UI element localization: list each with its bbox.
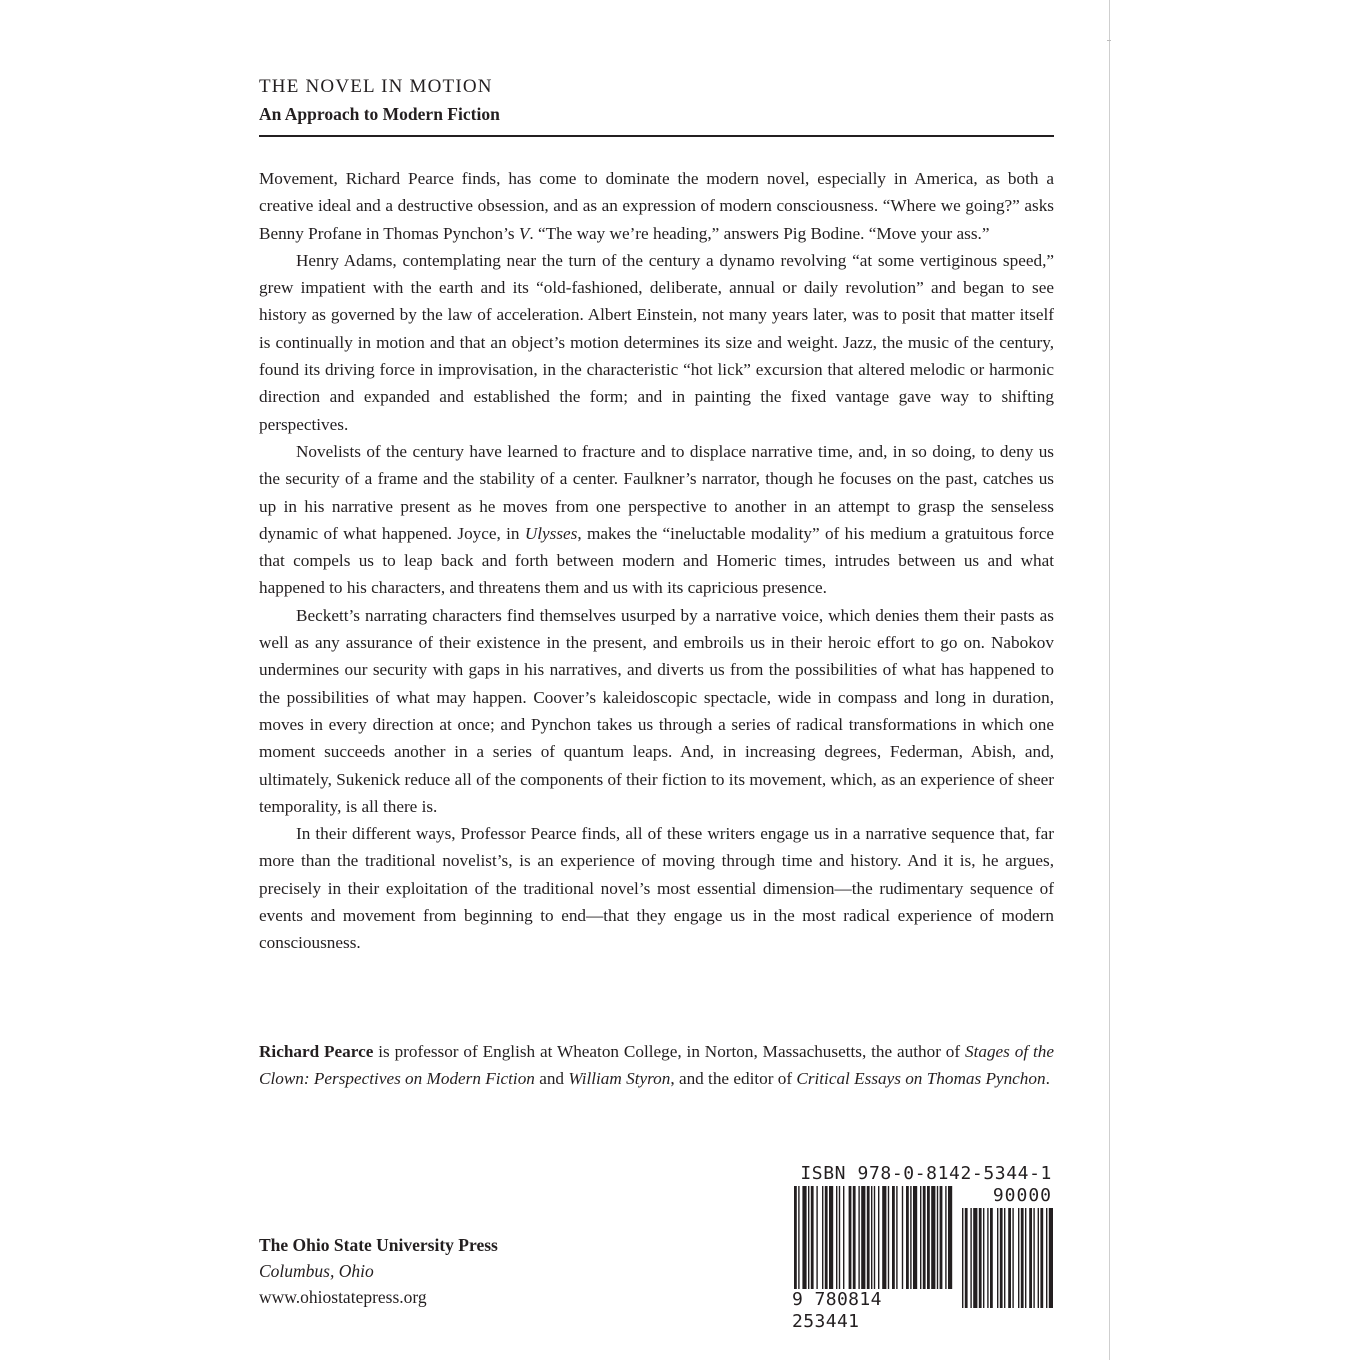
isbn-label: ISBN 978-0-8142-5344-1 [800,1163,1052,1184]
spine-edge-line [1109,0,1110,1360]
author-bio [259,1038,1054,1093]
price-addon-label: 90000 [992,1185,1052,1206]
paragraph-3 [259,438,1054,602]
bio-text-c: , and the editor of [670,1069,797,1089]
publisher-name: The Ohio State University Press [259,1235,498,1255]
bio-text-d: . [1045,1069,1050,1089]
p3-text-a: Novelists of the century have learned to fracture and to displace narrative time, and, in so doing, to deny us the security of a frame and the stability of a center. Faulkner’s narrator, though he focuses on the past, catches us up in his narrative present as he moves from one perspective to another in an attempt to grasp the senseless dynamic of what happened. Joyce, in [259,441,1054,543]
p3-text-b: , makes the “ineluctable modality” of his medium a gratuitous force that compels us to leap back and forth between modern and Homeric times, intrudes between us and what happened to his characters, and threatens them and us with its capricious presence. [259,523,1054,598]
bio-book-1: Stages of the Clown: Perspectives on Modern Fiction [259,1042,1055,1089]
bio-book-3: Critical Essays on Thomas Pynchon [796,1069,1046,1089]
author-name: Richard Pearce [259,1042,374,1061]
paragraph-4: Beckett’s narrating characters find themselves usurped by a narrative voice, which denies them their pasts as well as any assurance of their existence in the present, and embroils us in their heroic effort to go on. Nabokov undermines our security with gaps in his narratives, and diverts us from the possibilities of what has happened to the possibilities of what may happen. Coover’s kaleidoscopic spectacle, wide in compass and long in duration, moves in every direction at once; and Pynchon takes us through a series of radical transformations in which one moment succeeds another in a series of quantum leaps. And, in increasing degrees, Federman, Abish, and, ultimately, Sukenick reduce all of the components of their fiction to its movement, which, as an experience of sheer temporality, is all there is. [259,605,1054,816]
paragraph-5: In their different ways, Professor Pearce finds, all of these writers engage us in a narrative sequence that, far more than the traditional novelist’s, is an experience of moving through time and history. And it is, he argues, precisely in their exploitation of the traditional novel’s most essential dimension—the rudimentary sequence of events and movement from beginning to end—that they engage us in the most radical experience of modern consciousness. [259,824,1054,953]
p1-text-a: Movement, Richard Pearce finds, has come to dominate the modern novel, especially in America, as both a creative ideal and a destructive obsession, and as an expression of modern consciousness. “Where we going?” asks Benny Profane in Thomas Pynchon’s [259,169,1054,243]
book-title: THE NOVEL IN MOTION [259,76,493,97]
paragraph-2: Henry Adams, contemplating near the turn of the century a dynamo revolving “at some vertiginous speed,” grew impatient with the earth and its “old-fashioned, deliberate, annual or daily revolution” and began to see history as governed by the law of acceleration. Albert Einstein, not many years later, was to posit that matter itself is continually in motion and that an object’s motion determines its size and weight. Jazz, the music of the century, found its driving force in improvisation, in the characteristic “hot lick” excursion that altered melodic or harmonic direction and expanded and established the form; and in painting the fixed vantage gave way to shifting perspectives. [259,250,1054,434]
paragraph-1 [259,165,1054,247]
publisher-block [259,1232,659,1310]
header-rule [259,135,1054,137]
p1-italic: V [518,223,530,243]
spine-tick-mark [1107,40,1111,41]
isbn-barcode [790,1163,1060,1332]
bio-text-b: and [534,1069,569,1089]
publisher-city: Columbus, Ohio [259,1261,374,1281]
publisher-url: www.ohiostatepress.org [259,1287,427,1307]
bio-text-a: is professor of English at Wheaton College, in Norton, Massachusetts, the author of [373,1042,965,1061]
book-header [259,74,1054,127]
p1-text-b: . “The way we’re heading,” answers Pig Bodine. “Move your ass.” [529,223,990,243]
ean-digits: 9 780814 253441 [790,1289,960,1333]
book-subtitle: An Approach to Modern Fiction [259,104,500,124]
bio-book-2: William Styron [568,1069,671,1089]
p3-italic: Ulysses [524,523,578,543]
description-text [259,165,1054,957]
